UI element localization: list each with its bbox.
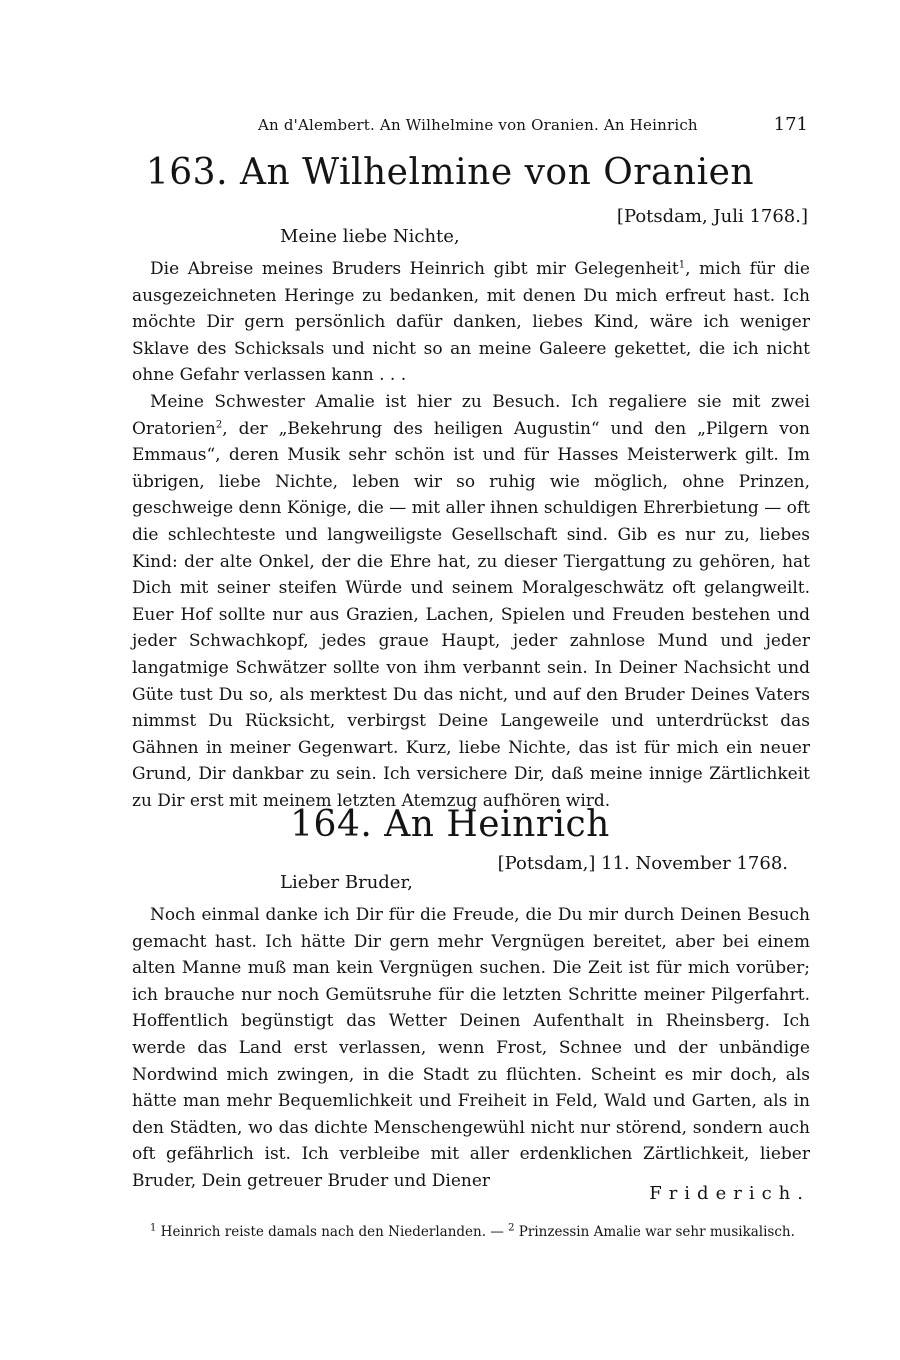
letter-164-heading: 164. An Heinrich	[290, 804, 610, 845]
letter-164-paragraph-1: Noch einmal danke ich Dir für die Freude, die Du mir durch Deinen Besuch gemacht hast. Ich hätte Dir gern mehr Vergnügen bereitet, aber bei einem alten Manne muß man kein Vergnügen suchen. Die Zeit ist für mich vorüber; ich brauche nur noch Gemütsruhe für die letzten Schritte meiner Pilgerfahrt. Hoffentlich begünstigt das Wetter Deinen Aufenthalt in Rheinsberg. Ich werde das Land erst verlassen, wenn Frost, Schnee und der unbändige Nordwind mich zwingen, in die Stadt zu flüchten. Scheint es mir doch, als hätte man mehr Bequemlichkeit und Freiheit in Feld, Wald und Garten, als in den Städten, wo das dichte Menschengewühl nicht nur störend, sondern auch oft gefährlich ist. Ich verbleibe mit aller erdenklichen Zärtlichkeit, lieber Bruder, Dein getreuer Bruder und Diener	[132, 905, 810, 1191]
paragraph-text: Die Abreise meines Bruders Heinrich gibt mir Gelegenheit	[150, 259, 679, 279]
footnote-2: Prinzessin Amalie war sehr musikalisch.	[518, 1224, 795, 1240]
paragraph-text: , mich für die ausgezeichneten Heringe zu bedanken, mit denen Du mich erfreut hast. Ich möchte Dir gern persönlich dafür danken, liebes Kind, wäre ich weniger Sklave des Schicksals und nicht so an meine Galeere gekettet, die ich nicht ohne Gefahr verlassen kann . . .	[132, 259, 810, 386]
running-head	[150, 116, 810, 140]
letter-163-paragraph-1	[132, 256, 810, 389]
footnote-1: Heinrich reiste damals nach den Niederlanden. —	[160, 1224, 504, 1240]
footnotes	[150, 1222, 795, 1240]
paragraph-text: , der „Bekehrung des heiligen Augustin“ und den „Pilgern von Emmaus“, deren Musik sehr schön ist und für Hasses Meisterwerk gilt. Im übrigen, liebe Nichte, leben wir so ruhig wie möglich, ohne Prinzen, geschweige denn Könige, die — mit aller ihnen schuldigen Ehrerbietung — oft die schlechteste und langweiligste Gesellschaft sind. Gib es nur zu, liebes Kind: der alte Onkel, der die Ehre hat, zu dieser Tiergattung zu gehören, hat Dich mit seiner steifen Würde und seinem Moralgeschwätz oft gelangweilt. Euer Hof sollte nur aus Grazien, Lachen, Spielen und Freuden bestehen und jeder Schwachkopf, jedes graue Haupt, jeder zahnlose Mund und jeder langatmige Schwätzer sollte von ihm verbannt sein. In Deiner Nachsicht und Güte tust Du so, als merktest Du das nicht, und auf den Bruder Deines Vaters nimmst Du Rücksicht, verbirgst Deine Langeweile und unterdrückst das Gähnen in meiner Gegenwart. Kurz, liebe Nichte, das ist für mich ein neuer Grund, Dir dankbar zu sein. Ich versichere Dir, daß meine innige Zärtlichkeit zu Dir erst mit meinem letzten Atemzug aufhören wird.	[132, 418, 810, 811]
footnote-ref-2: 2	[215, 418, 223, 430]
letter-164-dateline: [Potsdam,] 11. November 1768.	[497, 853, 788, 874]
letter-163-heading: 163. An Wilhelmine von Oranien	[145, 152, 755, 193]
letter-163-dateline: [Potsdam, Juli 1768.]	[616, 206, 808, 227]
footnote-ref-1: 1	[678, 259, 686, 271]
footnote-mark-1: 1	[150, 1222, 157, 1234]
paragraph-text: Meine Schwester Amalie ist hier zu Besuch. Ich regaliere sie mit zwei Oratorien	[132, 391, 810, 439]
letter-164-salutation: Lieber Bruder,	[280, 872, 413, 893]
letter-163-body	[132, 256, 810, 814]
footnote-mark-2: 2	[508, 1222, 515, 1234]
letter-164-body	[132, 902, 810, 1195]
letter-163-salutation: Meine liebe Nichte,	[280, 226, 460, 247]
running-head-title: An d'Alembert. An Wilhelmine von Oranien. An Heinrich	[258, 116, 698, 134]
letter-163-paragraph-2	[132, 389, 810, 815]
signature: Friderich.	[649, 1183, 810, 1204]
page-number: 171	[773, 114, 808, 135]
